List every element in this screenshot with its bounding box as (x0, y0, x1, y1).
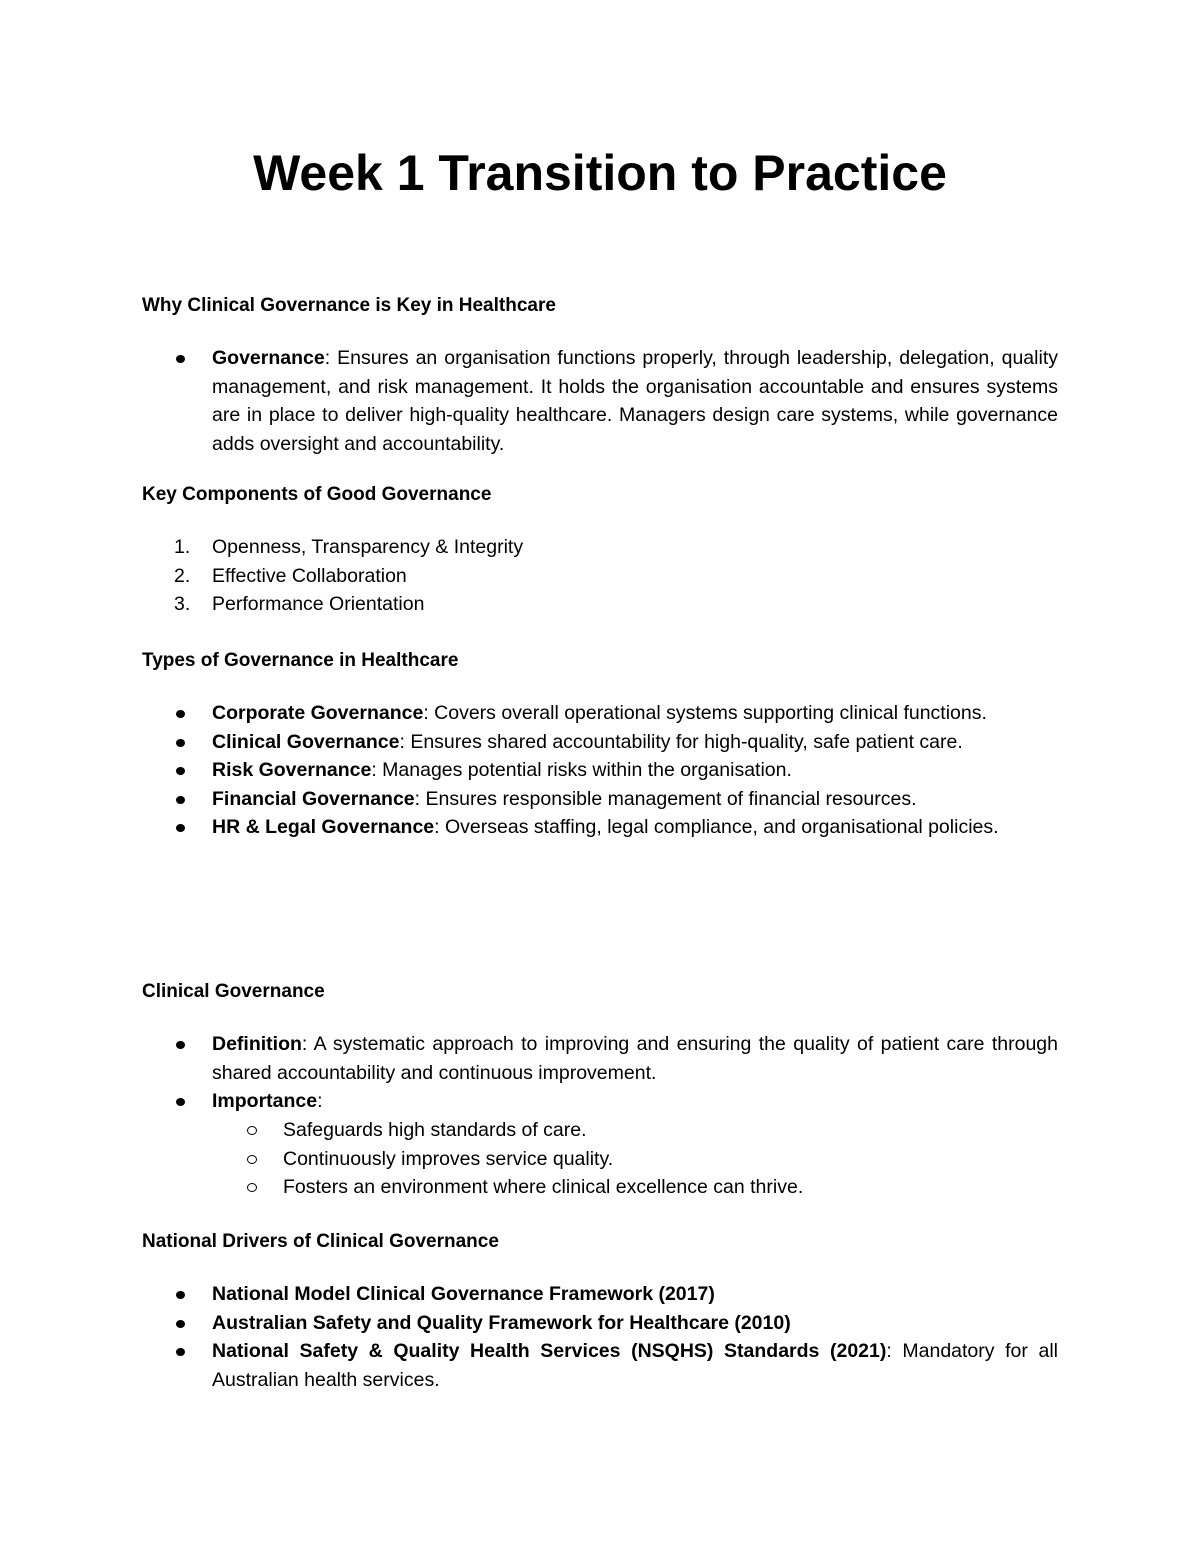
item-text: : Overseas staffing, legal compliance, and organisational policies. (434, 816, 999, 838)
item-term: National Model Clinical Governance Framework (2017) (212, 1283, 715, 1305)
section-heading-clinical: Clinical Governance (142, 981, 325, 1002)
list-item (142, 756, 1058, 785)
importance-sublist (142, 1116, 1058, 1202)
list-item (142, 728, 1058, 757)
bullet-icon (176, 1291, 185, 1299)
item-text: Performance Orientation (212, 593, 425, 615)
section-heading-why: Why Clinical Governance is Key in Healthcare (142, 295, 556, 316)
list-item (142, 1087, 1058, 1116)
bullet-icon (176, 767, 185, 775)
sub-list-item (142, 1145, 1058, 1174)
bullet-icon (176, 1098, 185, 1106)
item-term: Importance (212, 1090, 318, 1112)
list-item (142, 344, 1058, 458)
bullet-icon (176, 824, 185, 832)
components-list (142, 533, 1058, 619)
item-text: : Ensures responsible management of financial resources. (414, 787, 917, 810)
bullet-icon (176, 796, 185, 804)
bullet-icon (176, 1041, 185, 1049)
bullet-icon (176, 710, 185, 718)
item-text: : A systematic approach to improving and ensuring the quality of patient care through shared accountability and continuous improvement. (212, 1033, 1058, 1084)
item-number: 2. (174, 564, 191, 587)
list-item (142, 1309, 1058, 1338)
circle-bullet-icon (247, 1183, 257, 1192)
item-term: HR & Legal Governance (212, 816, 435, 838)
bullet-icon (176, 1320, 185, 1328)
list-item (142, 785, 1058, 814)
section-heading-types: Types of Governance in Healthcare (142, 650, 459, 671)
drivers-list (142, 1280, 1058, 1394)
item-text: Openness, Transparency & Integrity (212, 536, 524, 558)
bullet-icon (176, 355, 185, 363)
types-list (142, 699, 1058, 842)
item-term: Definition (212, 1033, 302, 1055)
list-item (142, 1280, 1058, 1309)
item-text: : Mandatory for all Australian health services. (212, 1340, 1058, 1391)
section-heading-drivers: National Drivers of Clinical Governance (142, 1231, 499, 1252)
item-text: : Covers overall operational systems supporting clinical functions. (423, 702, 987, 724)
why-list (142, 344, 1058, 458)
document-title: Week 1 Transition to Practice (253, 145, 947, 201)
list-item (142, 1337, 1058, 1394)
item-text: Effective Collaboration (212, 564, 407, 587)
item-term: Governance (212, 347, 325, 369)
item-term: Financial Governance (212, 787, 415, 810)
sub-list-item (142, 1116, 1058, 1145)
item-term: Clinical Governance (212, 730, 400, 753)
sub-list-item (142, 1173, 1058, 1202)
clinical-list (142, 1030, 1058, 1116)
item-text: : Ensures an organisation functions properly, through leadership, delegation, quality management, and risk management. It holds the organisation accountable and ensures systems are in place to deliver high-quality healthcare. Managers design care systems, while governance adds oversight and accountability. (212, 347, 1058, 455)
bullet-icon (176, 739, 185, 747)
item-text: Fosters an environment where clinical excellence can thrive. (283, 1176, 804, 1198)
list-item (142, 533, 1058, 562)
item-text: : Ensures shared accountability for high-quality, safe patient care. (399, 730, 963, 753)
list-item (142, 699, 1058, 728)
item-text: Safeguards high standards of care. (283, 1119, 587, 1141)
item-number: 3. (174, 593, 191, 615)
list-item (142, 813, 1058, 842)
item-number: 1. (174, 536, 191, 558)
circle-bullet-icon (247, 1155, 257, 1164)
item-term: National Safety & Quality Health Services (NSQHS) Standards (2021) (212, 1340, 887, 1362)
list-item (142, 562, 1058, 591)
item-term: Corporate Governance (212, 702, 424, 724)
section-heading-components: Key Components of Good Governance (142, 484, 492, 505)
bullet-icon (176, 1348, 185, 1356)
item-term: Risk Governance (212, 759, 372, 781)
item-term: Australian Safety and Quality Framework for Healthcare (2010) (212, 1311, 791, 1334)
item-text: : Manages potential risks within the organisation. (371, 759, 792, 781)
list-item (142, 590, 1058, 619)
item-text: : (317, 1090, 323, 1112)
item-text: Continuously improves service quality. (283, 1147, 614, 1170)
circle-bullet-icon (247, 1126, 257, 1135)
list-item (142, 1030, 1058, 1087)
